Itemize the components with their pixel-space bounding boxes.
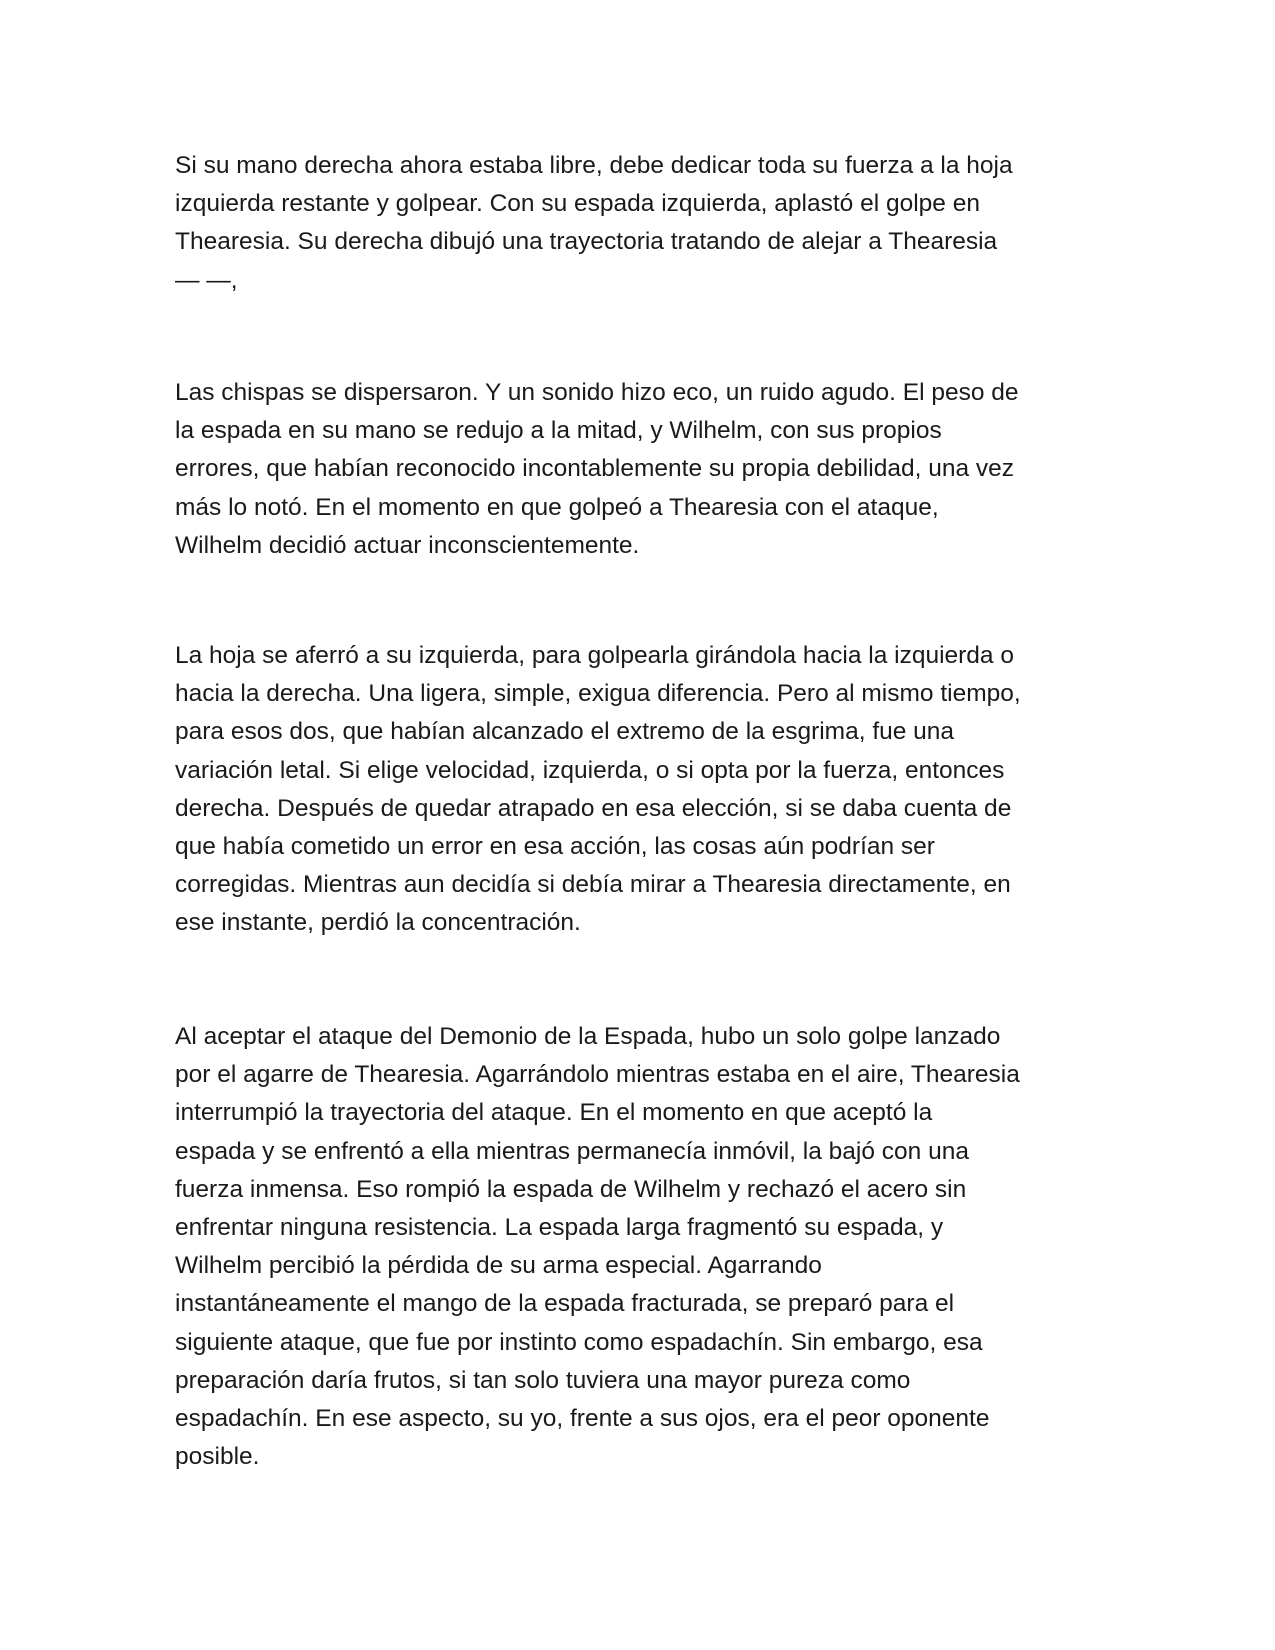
paragraph-4: Al aceptar el ataque del Demonio de la Espada, hubo un solo golpe lanzado por el agarre de Thearesia. Agarrándolo mientras estaba en el aire, Thearesia interrumpió la trayectoria del ataque. En el momento en que aceptó la espada y se enfrentó a ella mientras permanecía inmóvil, la bajó con una fuerza inmensa. Eso rompió la espada de Wilhelm y rechazó el acero sin enfrentar ninguna resistencia. La espada larga fragmentó su espada, y Wilhelm percibió la pérdida de su arma especial. Agarrando instantáneamente el mango de la espada fracturada, se preparó para el siguiente ataque, que fue por instinto como espadachín. Sin embargo, esa preparación daría frutos, si tan solo tuviera una mayor pureza como espadachín. En ese aspecto, su yo, frente a sus ojos, era el peor oponente posible. — [175, 1023, 1020, 1471]
paragraph-1: Si su mano derecha ahora estaba libre, debe dedicar toda su fuerza a la hoja izquierda restante y golpear. Con su espada izquierda, aplastó el golpe en Thearesia. Su derecha dibujó una trayectoria tratando de alejar a Thearesia — —, — [175, 152, 1013, 294]
paragraph-3: La hoja se aferró a su izquierda, para golpearla girándola hacia la izquierda o hacia la derecha. Una ligera, simple, exigua diferencia. Pero al mismo tiempo, para esos dos, que habían alcanzado el extremo de la esgrima, fue una variación letal. Si elige velocidad, izquierda, o si opta por la fuerza, entonces derecha. Después de quedar atrapado en esa elección, si se daba cuenta de que había cometido un error en esa acción, las cosas aún podrían ser corregidas. Mientras aun decidía si debía mirar a Thearesia directamente, en ese instante, perdió la concentración. — [175, 642, 1021, 937]
paragraph-2: Las chispas se dispersaron. Y un sonido hizo eco, un ruido agudo. El peso de la espada en su mano se redujo a la mitad, y Wilhelm, con sus propios errores, que habían reconocido incontablemente su propia debilidad, una vez más lo notó. En el momento en que golpeó a Thearesia con el ataque, Wilhelm decidió actuar inconscientemente. — [175, 379, 1019, 559]
